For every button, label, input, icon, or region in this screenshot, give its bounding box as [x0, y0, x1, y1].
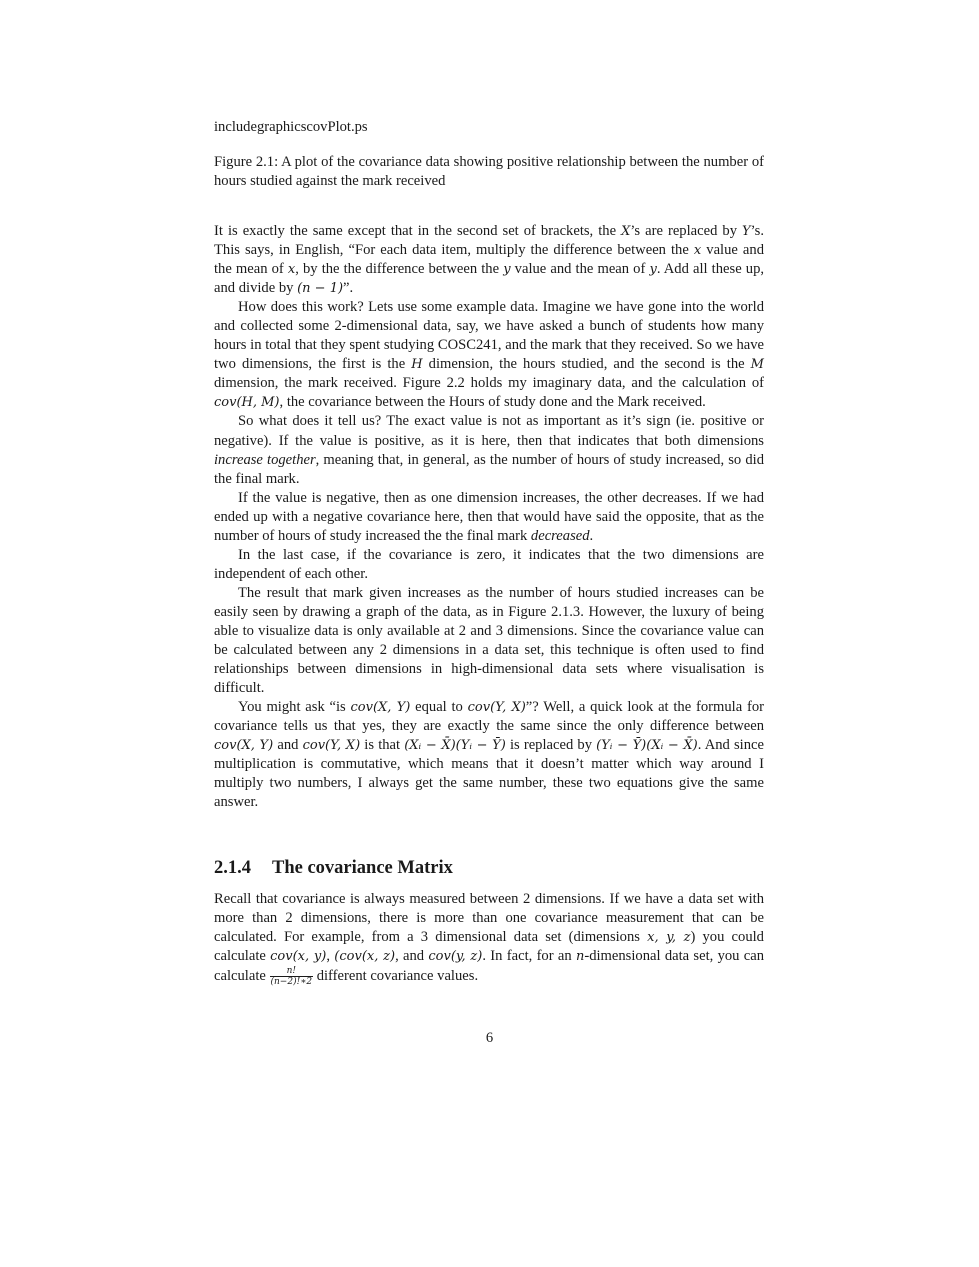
section-title: The covariance Matrix	[272, 858, 453, 878]
fraction-formula: $\frac{n!}{(n-2)!∗2}$	[270, 966, 313, 988]
paragraph-7: You might ask “is cov(X, Y) equal to cov(Y, X)”? Well, a quick look at the formula for covariance tells us that yes, they are exactly the same since the only difference between cov(X, Y) and cov(Y, X) is that (Xᵢ − X̄)(Yᵢ − Ȳ) is replaced by (Yᵢ − Ȳ)(Xᵢ − X̄). And since multiplication is commutative, which means that it doesn’t matter which way around I multiply two numbers, I always get the same number, these two equations give the same answer.	[214, 699, 764, 811]
paragraph-8: Recall that covariance is always measured between 2 dimensions. If we have a data set with more than 2 dimensions, there is more than one covariance measurement that can be calculated. For example, from a 3 dimensional data set (dimensions x, y, z) you could calculate cov(x, y), (cov(x, z), and cov(y, z). In fact, for an n-dimensional data set, you can calculate $\frac{n!}{(n-2)!∗2}$ different covariance values.	[214, 891, 765, 988]
paragraph-3: So what does it tell us? The exact value is not as important as it’s sign (ie. positive or negative). If the value is positive, as it is here, then that indicates that both dimensions increase together, meaning that, in general, as the number of hours of study increased, so did the final mark.	[214, 413, 764, 487]
section-number: 2.1.4	[214, 858, 251, 878]
paragraph-2: How does this work? Lets use some example data. Imagine we have gone into the world and collected some 2-dimensional data, say, we have asked a bunch of students how many hours in total that they spent studying COSC241, and the mark that they received. So we have two dimensions, the first is the H dimension, the hours studied, and the second is the M dimension, the mark received. Figure 2.2 holds my imaginary data, and the calculation of cov(H, M), the covariance between the Hours of study done and the Mark received.	[214, 299, 764, 411]
include-graphics-line: includegraphicscovPlot.ps	[214, 119, 368, 135]
paragraph-1: It is exactly the same except that in the second set of brackets, the X’s are replaced by Y’s. This says, in English, “For each data item, multiply the difference between the x value and the mean of x, by the the difference between the y value and the mean of y. Add all these up, and divide by (n − 1)”.	[214, 223, 765, 297]
section-heading	[214, 858, 764, 879]
paragraph-5: In the last case, if the covariance is zero, it indicates that the two dimensions are independent of each other.	[214, 546, 764, 582]
figure-caption	[214, 153, 764, 191]
section-body	[214, 890, 764, 987]
figure-label: Figure 2.1:	[214, 154, 279, 170]
body-text	[214, 222, 764, 812]
figure-caption-text: A plot of the covariance data showing positive relationship between the number of hours studied against the mark received	[214, 154, 764, 190]
paragraph-4: If the value is negative, then as one dimension increases, the other decreases. If we had ended up with a negative covariance here, then that would have said the opposite, that as the number of hours of study increased the the final mark decreased.	[214, 489, 764, 544]
page-number: 6	[485, 1030, 494, 1046]
paragraph-6: The result that mark given increases as the number of hours studied increases can be easily seen by drawing a graph of the data, as in Figure 2.1.3. However, the luxury of being able to visualize data is only available at 2 and 3 dimensions. Since the covariance value can be calculated between any 2 dimensions in a data set, this technique is often used to find relationships between dimensions in high-dimensional data sets where visualisation is difficult.	[214, 584, 764, 697]
